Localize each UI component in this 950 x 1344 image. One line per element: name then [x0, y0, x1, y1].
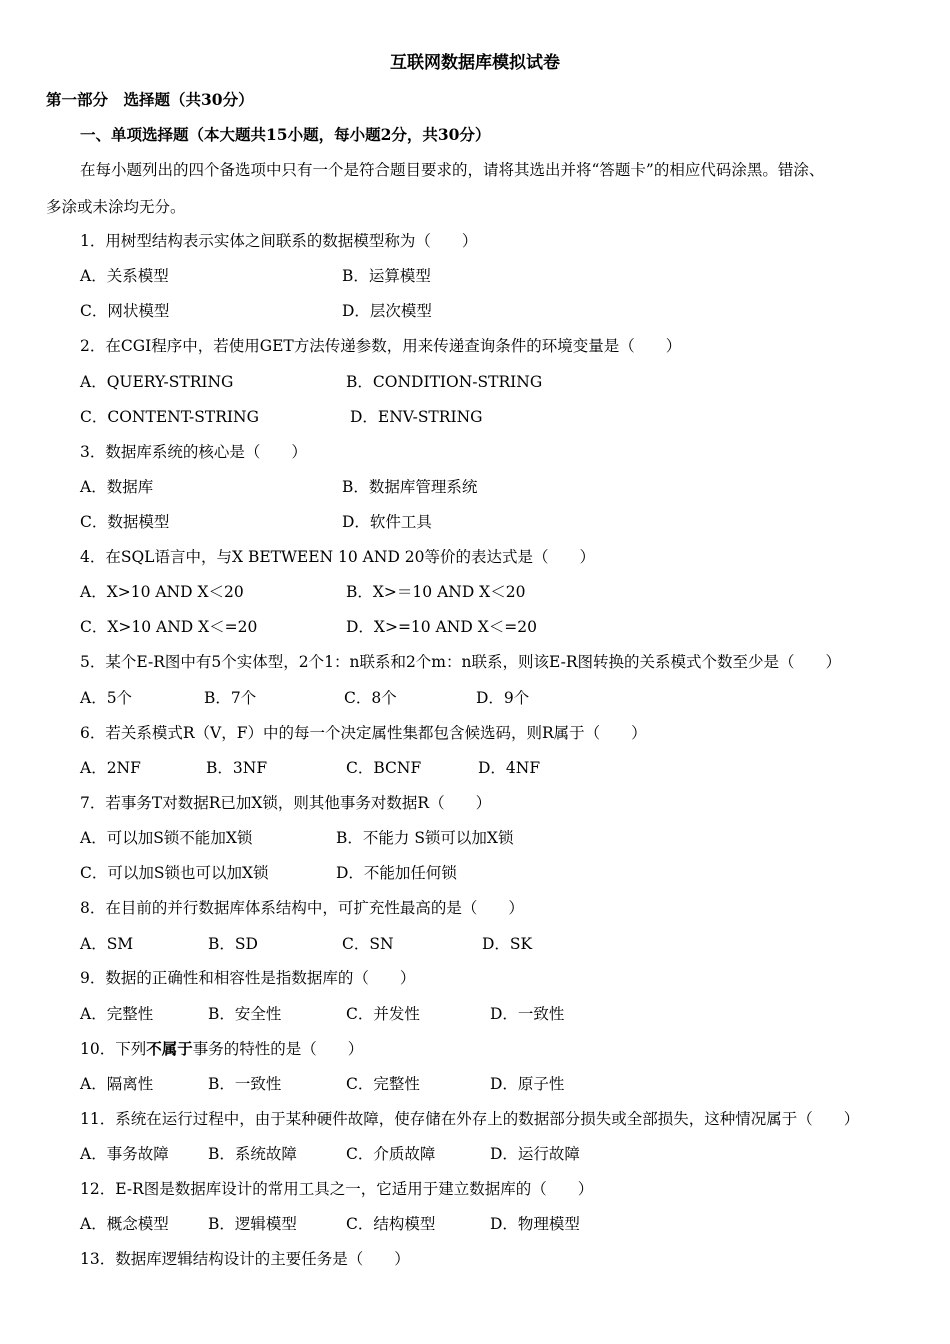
option-5c: C．8个 [344, 689, 397, 707]
part-heading: 第一部分 选择题（共30分） [46, 90, 254, 109]
option-2a: A．QUERY-STRING [80, 373, 234, 391]
page-title: 互联网数据库模拟试卷 [390, 53, 560, 73]
option-8b: B．SD [208, 935, 258, 953]
option-12a: A．概念模型 [80, 1215, 169, 1233]
question-9: 9．数据的正确性和相容性是指数据库的（ ） [80, 969, 416, 987]
option-5b: B．7个 [204, 689, 257, 707]
option-8d: D．SK [482, 935, 533, 953]
option-9a: A．完整性 [80, 1005, 154, 1023]
option-4b: B．X>＝10 AND X＜20 [346, 583, 526, 601]
option-11b: B．系统故障 [208, 1145, 297, 1163]
option-3d: D．软件工具 [342, 513, 432, 531]
option-7c: C．可以加S锁也可以加X锁 [80, 864, 269, 882]
option-2c: C．CONTENT-STRING [80, 408, 259, 426]
option-4a: A．X>10 AND X＜20 [80, 583, 244, 601]
option-8a: A．SM [80, 935, 134, 953]
section-heading: 一、单项选择题（本大题共15小题，每小题2分，共30分） [80, 125, 491, 144]
instructions-line-2: 多涂或未涂均无分。 [46, 198, 186, 216]
option-2b: B．CONDITION-STRING [346, 373, 543, 391]
option-1a: A．关系模型 [80, 267, 169, 285]
option-11a: A．事务故障 [80, 1145, 169, 1163]
option-7a: A．可以加S锁不能加X锁 [80, 829, 253, 847]
option-3a: A．数据库 [80, 478, 154, 496]
option-1b: B．运算模型 [342, 267, 431, 285]
question-10-post: 事务的特性的是（ ） [192, 1040, 364, 1058]
question-10-pre: 10．下列 [80, 1040, 147, 1058]
option-10a: A．隔离性 [80, 1075, 154, 1093]
option-12d: D．物理模型 [490, 1215, 580, 1233]
option-3c: C．数据模型 [80, 513, 170, 531]
option-2d: D．ENV-STRING [350, 408, 483, 426]
question-7: 7．若事务T对数据R已加X锁，则其他事务对数据R（ ） [80, 794, 492, 812]
option-5a: A．5个 [80, 689, 133, 707]
option-9c: C．并发性 [346, 1005, 420, 1023]
option-6a: A．2NF [80, 759, 141, 777]
option-4c: C．X>10 AND X＜=20 [80, 618, 258, 636]
question-10 [80, 1039, 363, 1059]
option-11c: C．介质故障 [346, 1145, 436, 1163]
question-10-emphasis: 不属于 [146, 1039, 193, 1058]
option-7d: D．不能加任何锁 [336, 864, 457, 882]
question-2: 2．在CGI程序中，若使用GET方法传递参数，用来传递查询条件的环境变量是（ ） [80, 337, 682, 355]
option-4d: D．X>=10 AND X＜=20 [346, 618, 537, 636]
option-9b: B．安全性 [208, 1005, 282, 1023]
question-1: 1．用树型结构表示实体之间联系的数据模型称为（ ） [80, 232, 478, 250]
question-3: 3．数据库系统的核心是（ ） [80, 443, 307, 461]
option-7b: B．不能力 S锁可以加X锁 [336, 829, 514, 847]
question-13: 13．数据库逻辑结构设计的主要任务是（ ） [80, 1250, 410, 1268]
option-10b: B．一致性 [208, 1075, 282, 1093]
question-5: 5．某个E-R图中有5个实体型，2个1：n联系和2个m：n联系，则该E-R图转换的关系模式个数至少是（ ） [80, 653, 841, 671]
question-6: 6．若关系模式R（V，F）中的每一个决定属性集都包含候选码，则R属于（ ） [80, 724, 647, 742]
option-3b: B．数据库管理系统 [342, 478, 478, 496]
option-5d: D．9个 [476, 689, 530, 707]
option-10d: D．原子性 [490, 1075, 565, 1093]
option-6d: D．4NF [478, 759, 541, 777]
question-8: 8．在目前的并行数据库体系结构中，可扩充性最高的是（ ） [80, 899, 524, 917]
question-12: 12．E-R图是数据库设计的常用工具之一，它适用于建立数据库的（ ） [80, 1180, 594, 1198]
option-11d: D．运行故障 [490, 1145, 580, 1163]
option-6b: B．3NF [206, 759, 268, 777]
instructions-line-1: 在每小题列出的四个备选项中只有一个是符合题目要求的，请将其选出并将“答题卡”的相应代码涂黑。错涂、 [80, 161, 825, 179]
option-1d: D．层次模型 [342, 302, 432, 320]
question-11: 11．系统在运行过程中，由于某种硬件故障，使存储在外存上的数据部分损失或全部损失，这种情况属于（ ） [80, 1110, 860, 1128]
option-1c: C．网状模型 [80, 302, 170, 320]
option-12c: C．结构模型 [346, 1215, 436, 1233]
option-12b: B．逻辑模型 [208, 1215, 297, 1233]
option-6c: C．BCNF [346, 759, 422, 777]
option-10c: C．完整性 [346, 1075, 420, 1093]
option-9d: D．一致性 [490, 1005, 565, 1023]
question-4: 4．在SQL语言中，与X BETWEEN 10 AND 20等价的表达式是（ ） [80, 548, 596, 566]
option-8c: C．SN [342, 935, 394, 953]
